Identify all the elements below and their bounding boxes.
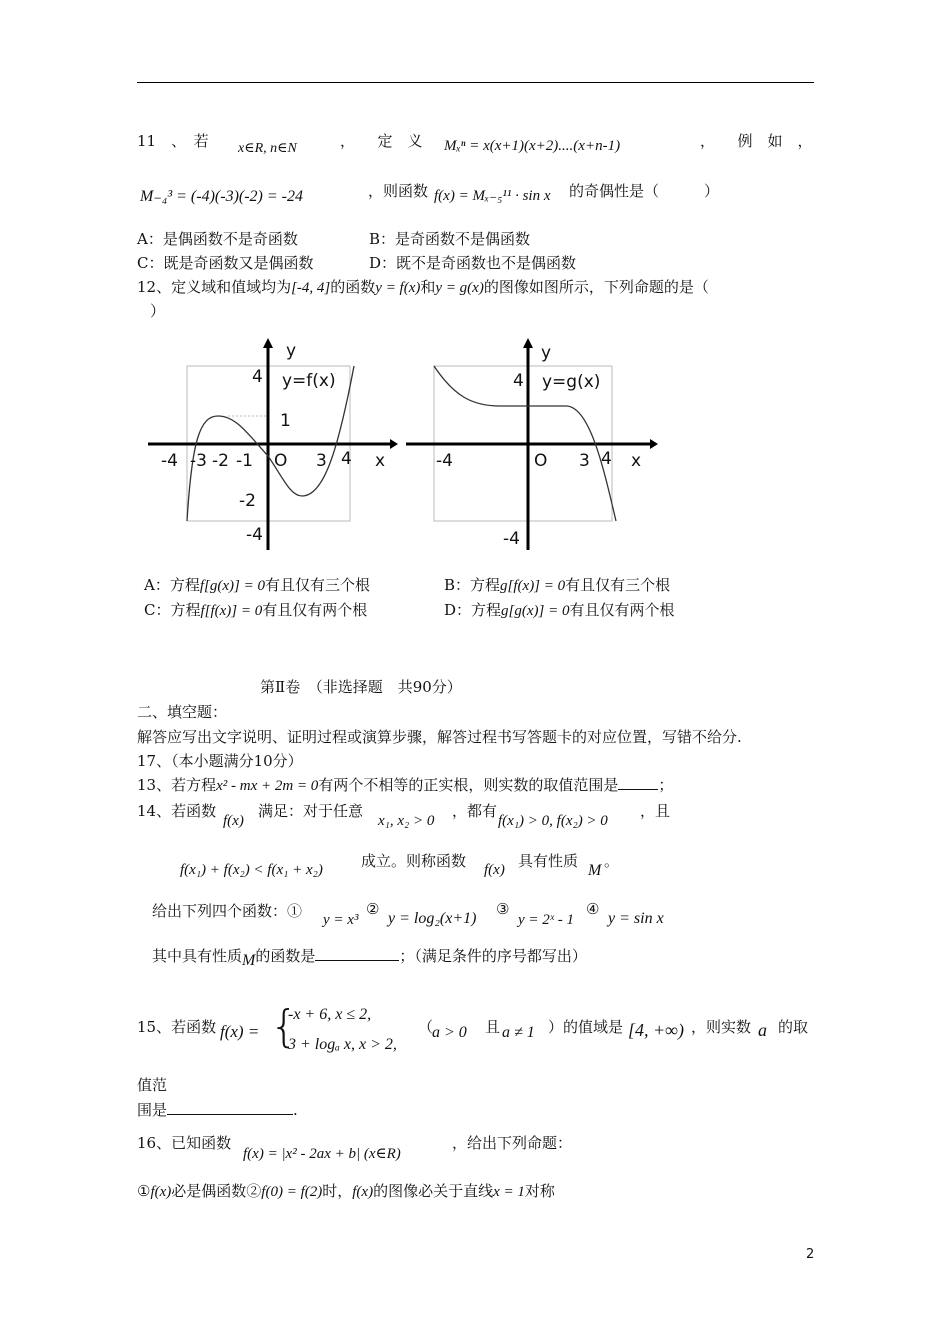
q14-fx-2: f(x): [484, 862, 505, 878]
q15-piece-1: -x + 6, x ≤ 2,: [288, 1006, 372, 1023]
q12-g-equation: y = g(x): [435, 280, 484, 296]
graph-f-y-arrow: [263, 338, 273, 348]
q11-number: 11 、 若: [137, 132, 209, 150]
q14-functions-intro: 给出下列四个函数：①: [152, 902, 303, 920]
q13-line: 13、若方程x² - mx + 2m = 0有两个不相等的正实根，则实数的取值范围是 ；: [137, 776, 674, 794]
graph-g-x-label: x: [631, 451, 642, 471]
graph-f-label: y=f(x): [282, 371, 336, 391]
graph-g-y-label: y: [541, 343, 552, 363]
header-rule: [137, 82, 814, 83]
q14-have: ，都有: [452, 802, 498, 820]
graph-f-tick-x-neg1: -1: [236, 451, 253, 471]
q15-a-not-one: a ≠ 1: [502, 1024, 535, 1041]
q11-option-a: A：是偶函数不是奇函数: [137, 230, 298, 248]
q14-and: ，且: [640, 802, 671, 820]
graph-g-tick-x-4: 4: [601, 449, 612, 469]
q15-real: ，则实数: [691, 1018, 752, 1036]
section-heading: 二、填空题：: [137, 703, 228, 721]
graph-g-origin: O: [534, 451, 548, 471]
q11-ask-parity: 的奇偶性是（ ）: [569, 182, 720, 200]
q12-option-a: A：方程f[g(x)] = 0有且仅有三个根: [144, 576, 370, 594]
q15-intro: 15、若函数: [137, 1018, 217, 1036]
q12-of-function: 的函数: [330, 278, 376, 296]
q14-positivity: f(x₁) > 0, f(x₂) > 0: [498, 813, 608, 829]
q16-propositions: ①f(x)必是偶函数②f(0) = f(2)时，f(x)的图像必关于直线x = 1对称: [137, 1182, 555, 1200]
q16-given: ，给出下列命题：: [452, 1134, 573, 1152]
q12-and: 和: [420, 278, 436, 296]
graph-f-tick-y-1: 1: [280, 411, 291, 431]
q13-answer-blank[interactable]: [618, 789, 658, 790]
graph-f-tick-y-neg4: -4: [246, 525, 263, 545]
q14-circle-2: ②: [366, 900, 380, 918]
q14-inequality: f(x₁) + f(x₂) < f(x₁ + x₂): [180, 862, 323, 878]
graph-f-tick-x-3: 3: [316, 451, 327, 471]
graph-g-tick-y-neg4: -4: [503, 529, 520, 549]
q15-answer-blank[interactable]: [167, 1114, 293, 1115]
q15-a-positive: a > 0: [432, 1024, 467, 1041]
graph-g: [400, 330, 660, 560]
graph-f-tick-y-neg2: -2: [239, 491, 256, 511]
q15-brace: {: [270, 1001, 298, 1052]
q12-prompt: 的图像如图所示，下列命题的是（: [483, 278, 709, 296]
q14-answer-blank[interactable]: [315, 960, 399, 961]
graph-g-tick-x-neg4: -4: [436, 451, 453, 471]
q11-example-label: ， 例 如 ，: [700, 132, 813, 150]
q14-question: 其中具有性质M的函数是 ；（满足条件的序号都写出）: [152, 947, 587, 969]
q11-ask: ，则函数: [368, 182, 429, 200]
graph-f-y-label: y: [286, 341, 297, 361]
q11-condition: x∈R, n∈N: [238, 141, 297, 156]
graph-f-tick-x-neg2: -2: [212, 451, 229, 471]
q14-circle-4: ④: [586, 900, 600, 918]
q11-function: f(x) = Mₓ₋₅¹¹ · sin x: [434, 188, 551, 204]
q14-period: 。: [604, 852, 620, 870]
q14-property-m: M: [588, 862, 602, 879]
graph-g-y-arrow: [523, 338, 533, 348]
q15-range-label: ）的值域是: [548, 1018, 624, 1036]
q12-f-equation: y = f(x): [375, 280, 421, 296]
q12-option-c: C：方程f[f(x)] = 0有且仅有两个根: [144, 601, 368, 619]
q15-line2: 值范: [137, 1076, 168, 1094]
q14-fx: f(x): [223, 813, 244, 829]
q15-line3: 围是 .: [137, 1101, 298, 1119]
q12-interval: [-4, 4]: [291, 280, 331, 296]
q14-func-4: y = sin x: [608, 910, 664, 927]
q15-fx: f(x) =: [220, 1022, 260, 1041]
q15-cond-open: （: [418, 1018, 434, 1036]
q11-define-label: ， 定 义: [340, 132, 423, 150]
q12-option-b: B：方程g[f(x)] = 0有且仅有三个根: [444, 576, 671, 594]
q15-piece-2: 3 + logₐ x, x > 2,: [288, 1036, 397, 1053]
graph-f-tick-x-4: 4: [341, 449, 352, 469]
graph-f-tick-x-neg3: -3: [190, 451, 207, 471]
graph-g-x-arrow: [650, 439, 658, 449]
q11-option-d: D：既不是奇函数也不是偶函数: [369, 254, 577, 272]
q14-has-property: 具有性质: [518, 852, 579, 870]
q14-condition-intro: 满足：对于任意: [258, 802, 364, 820]
q11-example-formula: M₋₄³ = (-4)(-3)(-2) = -24: [140, 188, 304, 205]
q14-vars: x₁, x₂ > 0: [378, 813, 435, 829]
q15-a: a: [758, 1020, 767, 1040]
q11-definition-formula: Mₓⁿ = x(x+1)(x+2)....(x+n-1): [444, 138, 621, 154]
graph-f-x-label: x: [375, 451, 386, 471]
q16-function: f(x) = |x² - 2ax + b| (x∈R): [243, 1146, 401, 1162]
page-number: 2: [806, 1247, 815, 1262]
q12-line2: ）: [150, 302, 166, 320]
q14-circle-3: ③: [496, 900, 510, 918]
q11-option-c: C：既是奇函数又是偶函数: [137, 254, 314, 272]
q16-intro: 16、已知函数: [137, 1134, 232, 1152]
q14-holds: 成立。则称函数: [361, 852, 467, 870]
graph-g-label: y=g(x): [542, 372, 601, 392]
part2-title: 第Ⅱ卷 （非选择题 共90分）: [260, 678, 462, 696]
graph-f-tick-y-4: 4: [252, 367, 263, 387]
graph-f: [140, 330, 400, 560]
q14-func-2: y = log₂(x+1): [388, 910, 477, 927]
graph-g-tick-x-3: 3: [579, 451, 590, 471]
q12-intro: 12、定义域和值域均为: [137, 278, 292, 296]
q12-line1: [137, 276, 709, 297]
graph-g-tick-y-4: 4: [513, 371, 524, 391]
q14-intro: 14、若函数: [137, 802, 217, 820]
section-instruction: 解答应写出文字说明、证明过程或演算步骤，解答过程书写答题卡的对应位置，写错不给分.: [137, 728, 742, 746]
q15-range: [4, +∞): [628, 1020, 684, 1040]
q13-equation: x² - mx + 2m = 0: [216, 778, 319, 794]
graph-f-tick-x-neg4: -4: [161, 451, 178, 471]
q11-option-b: B：是奇函数不是偶函数: [369, 230, 531, 248]
q15-take: 的取: [778, 1018, 809, 1036]
graph-f-origin: O: [274, 451, 288, 471]
q17-heading: 17、（本小题满分10分）: [137, 752, 303, 770]
q12-option-d: D：方程g[g(x)] = 0有且仅有两个根: [444, 601, 675, 619]
q14-func-1: y = x³: [323, 912, 359, 928]
q14-func-3: y = 2ˣ - 1: [518, 912, 575, 928]
q15-and: 且: [485, 1018, 501, 1036]
graph-f-x-arrow: [390, 439, 398, 449]
